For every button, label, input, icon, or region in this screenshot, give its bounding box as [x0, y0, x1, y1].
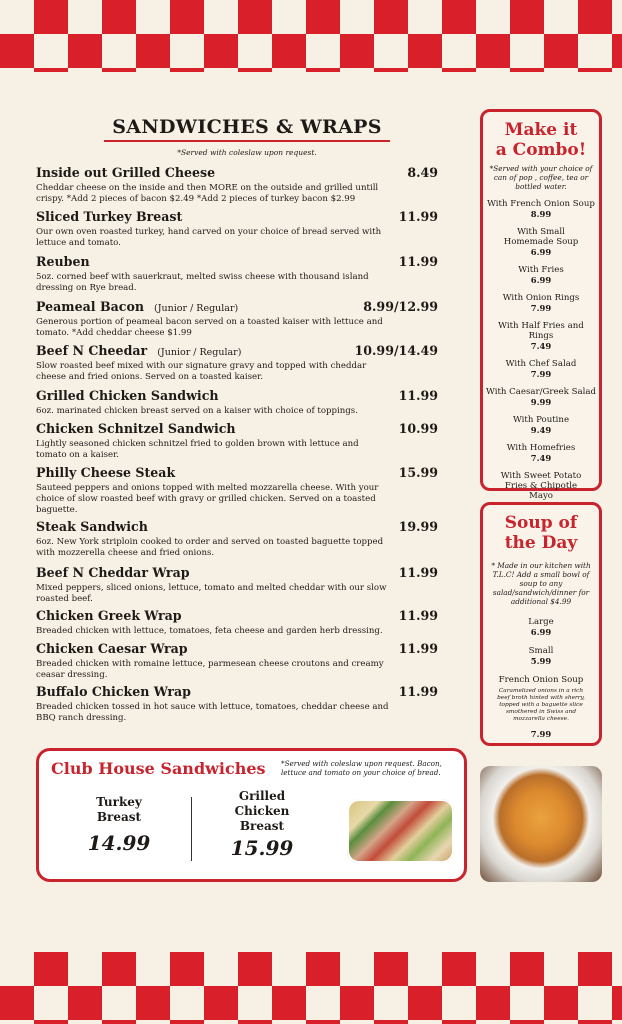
item-price: 11.99: [398, 388, 438, 403]
soup-small-label: Small: [528, 646, 554, 656]
item-price: 11.99: [398, 608, 438, 623]
soup-french-price-row: [483, 729, 599, 739]
checkered-border-top: [0, 0, 622, 72]
item-desc: Generous portion of peameal bacon served on a toasted kaiser with lettuce and tomato. *Add cheddar cheese $1.99: [36, 317, 383, 338]
combo-box: [480, 109, 602, 501]
item-desc: Mixed peppers, sliced onions, lettuce, tomato and melted cheddar with our slow roasted beef.: [36, 583, 387, 604]
item-desc: 6oz. marinated chicken breast served on a kaiser with choice of toppings.: [36, 406, 358, 416]
item-name: Buffalo Chicken Wrap: [36, 684, 191, 699]
item-name: Beef N Cheddar Wrap: [36, 565, 190, 580]
combo-price: 8.99: [530, 209, 552, 219]
combo-title-line-2: a Combo!: [495, 140, 587, 160]
item-price: 11.99: [398, 641, 438, 656]
item-price: 11.99: [398, 209, 438, 224]
menu-item: [36, 165, 438, 205]
menu-item: [36, 388, 438, 417]
item-desc: 6oz. New York striploin cooked to order and served on toasted baguette topped with mozzerella cheese and fried onions.: [36, 537, 384, 558]
club-chicken-price: 15.99: [230, 836, 294, 860]
french-onion-soup-photo: [480, 766, 602, 882]
menu-item: [36, 343, 438, 383]
menu-item: [36, 209, 438, 249]
soup-small-price: 5.99: [530, 656, 552, 666]
combo-title-line-1: Make it: [504, 120, 578, 140]
combo-list: [483, 199, 599, 511]
item-name: Reuben: [36, 254, 90, 269]
item-size: (Junior / Regular): [157, 347, 242, 358]
menu-item: [36, 641, 438, 681]
soup-large: [483, 617, 599, 637]
item-name: Sliced Turkey Breast: [36, 209, 183, 224]
soup-title-line-2: the Day: [504, 533, 578, 553]
combo-price: 9.99: [530, 397, 552, 407]
item-desc: Cheddar cheese on the inside and then MORE on the outside and grilled untill crispy. *Add 2 pieces of bacon $2.49 *Add 2 pieces of turkey bacon $2.99: [36, 183, 379, 204]
soup-french-onion: [483, 675, 599, 685]
combo-note: *Served with your choice of can of pop , coffee, tea or bottled water.: [489, 164, 593, 191]
menu-item: [36, 519, 438, 559]
club-divider: [191, 797, 192, 861]
menu-item: [36, 608, 438, 637]
combo-label: With Caesar/Greek Salad: [486, 387, 596, 397]
soup-french-label: French Onion Soup: [498, 675, 584, 685]
item-desc: Our own oven roasted turkey, hand carved on your choice of bread served with lettuce and tomato.: [36, 227, 382, 248]
item-price: 8.99/12.99: [363, 299, 438, 314]
soup-large-label: Large: [528, 617, 554, 627]
combo-price: 7.49: [530, 341, 552, 351]
combo-item: [483, 415, 599, 435]
section-heading: SANDWICHES & WRAPS: [104, 116, 390, 142]
combo-item: [483, 387, 599, 407]
combo-item: [483, 265, 599, 285]
item-price: 11.99: [398, 254, 438, 269]
combo-item: [483, 293, 599, 313]
soup-small: [483, 646, 599, 666]
combo-label: With Small Homemade Soup: [503, 227, 579, 247]
club-chicken: [215, 789, 309, 860]
soup-french-price: 7.99: [530, 729, 552, 739]
item-name: Steak Sandwich: [36, 519, 148, 534]
combo-price: 6.99: [530, 275, 552, 285]
combo-price: 7.99: [530, 303, 552, 313]
club-note: *Served with coleslaw upon request. Bacon, lettuce and tomato on your choice of bread.: [281, 759, 442, 777]
combo-item: [483, 227, 599, 257]
club-sandwich-photo: [347, 799, 454, 863]
soup-title: [483, 513, 599, 553]
club-house-box: [36, 748, 467, 882]
combo-label: With Half Fries and Rings: [498, 321, 584, 341]
menu-item: [36, 421, 438, 461]
soup-box: [480, 502, 602, 746]
item-price: 10.99: [398, 421, 438, 436]
combo-title: [483, 120, 599, 160]
item-name: Grilled Chicken Sandwich: [36, 388, 219, 403]
combo-label: With Sweet Potato Fries & Chipotle Mayo: [500, 471, 582, 501]
combo-item: [483, 443, 599, 463]
item-name: Inside out Grilled Cheese: [36, 165, 216, 180]
soup-note: * Made in our kitchen with T.L.C! Add a small bowl of soup to any salad/sandwich/dinner for additional $4.99: [491, 561, 591, 606]
combo-label: With Chef Salad: [505, 359, 577, 369]
item-name: Philly Cheese Steak: [36, 465, 176, 480]
item-size: (Junior / Regular): [154, 303, 239, 314]
item-desc: Breaded chicken with lettuce, tomatoes, feta cheese and garden herb dressing.: [36, 626, 383, 636]
combo-item: [483, 359, 599, 379]
menu-item: [36, 465, 438, 516]
item-name: Chicken Greek Wrap: [36, 608, 182, 623]
combo-price: 7.49: [530, 453, 552, 463]
combo-label: With Fries: [518, 265, 564, 275]
combo-item: [483, 321, 599, 351]
item-desc: Sauteed peppers and onions topped with melted mozzarella cheese. With your choice of slow roasted beef with gravy or grilled chicken. Served on a toasted baguette.: [36, 483, 379, 515]
club-turkey-name: Turkey Breast: [96, 795, 142, 824]
combo-label: With Onion Rings: [502, 293, 580, 303]
checkered-border-bottom: [0, 952, 622, 1024]
item-price: 19.99: [398, 519, 438, 534]
menu-item: [36, 299, 438, 339]
item-price: 10.99/14.49: [354, 343, 438, 358]
club-title: Club House Sandwiches: [51, 759, 266, 778]
combo-label: With Homefries: [506, 443, 576, 453]
soup-large-price: 6.99: [530, 627, 552, 637]
item-price: 15.99: [398, 465, 438, 480]
menu-item: [36, 565, 438, 605]
soup-title-line-1: Soup of: [504, 513, 578, 533]
combo-price: 6.99: [530, 247, 552, 257]
item-desc: Lightly seasoned chicken schnitzel fried to golden brown with lettuce and tomato on a kaiser.: [36, 439, 359, 460]
item-price: 11.99: [398, 565, 438, 580]
item-name: Chicken Schnitzel Sandwich: [36, 421, 236, 436]
club-turkey: [77, 795, 161, 855]
item-price: 11.99: [398, 684, 438, 699]
combo-label: With French Onion Soup: [487, 199, 595, 209]
club-chicken-name: Grilled Chicken Breast: [234, 789, 290, 833]
menu-item: [36, 254, 438, 294]
combo-price: 7.99: [530, 369, 552, 379]
item-desc: Breaded chicken tossed in hot sauce with lettuce, tomatoes, cheddar cheese and BBQ ranch dressing.: [36, 702, 389, 723]
item-price: 8.49: [407, 165, 438, 180]
combo-price: 9.49: [530, 425, 552, 435]
combo-item: [483, 199, 599, 219]
item-name: Peameal Bacon: [36, 299, 144, 314]
item-desc: Breaded chicken with romaine lettuce, parmesean cheese croutons and creamy ceasar dressing.: [36, 659, 384, 680]
item-desc: 5oz. corned beef with sauerkraut, melted swiss cheese with thousand island dressing on Rye bread.: [36, 272, 369, 293]
menu-item: [36, 684, 438, 724]
soup-french-desc: Caramelized onions in a rich beef broth hinted with sherry, topped with a baguette slice smothered in Swiss and mozzarella cheese.: [497, 688, 585, 722]
section-note: *Served with coleslaw upon request.: [177, 148, 317, 157]
club-turkey-price: 14.99: [87, 831, 151, 855]
item-name: Beef N Cheedar: [36, 343, 148, 358]
item-desc: Slow roasted beef mixed with our signature gravy and topped with cheddar cheese and fried onions. Served on a toasted kaiser.: [36, 361, 367, 382]
item-name: Chicken Caesar Wrap: [36, 641, 188, 656]
combo-label: With Poutine: [512, 415, 570, 425]
